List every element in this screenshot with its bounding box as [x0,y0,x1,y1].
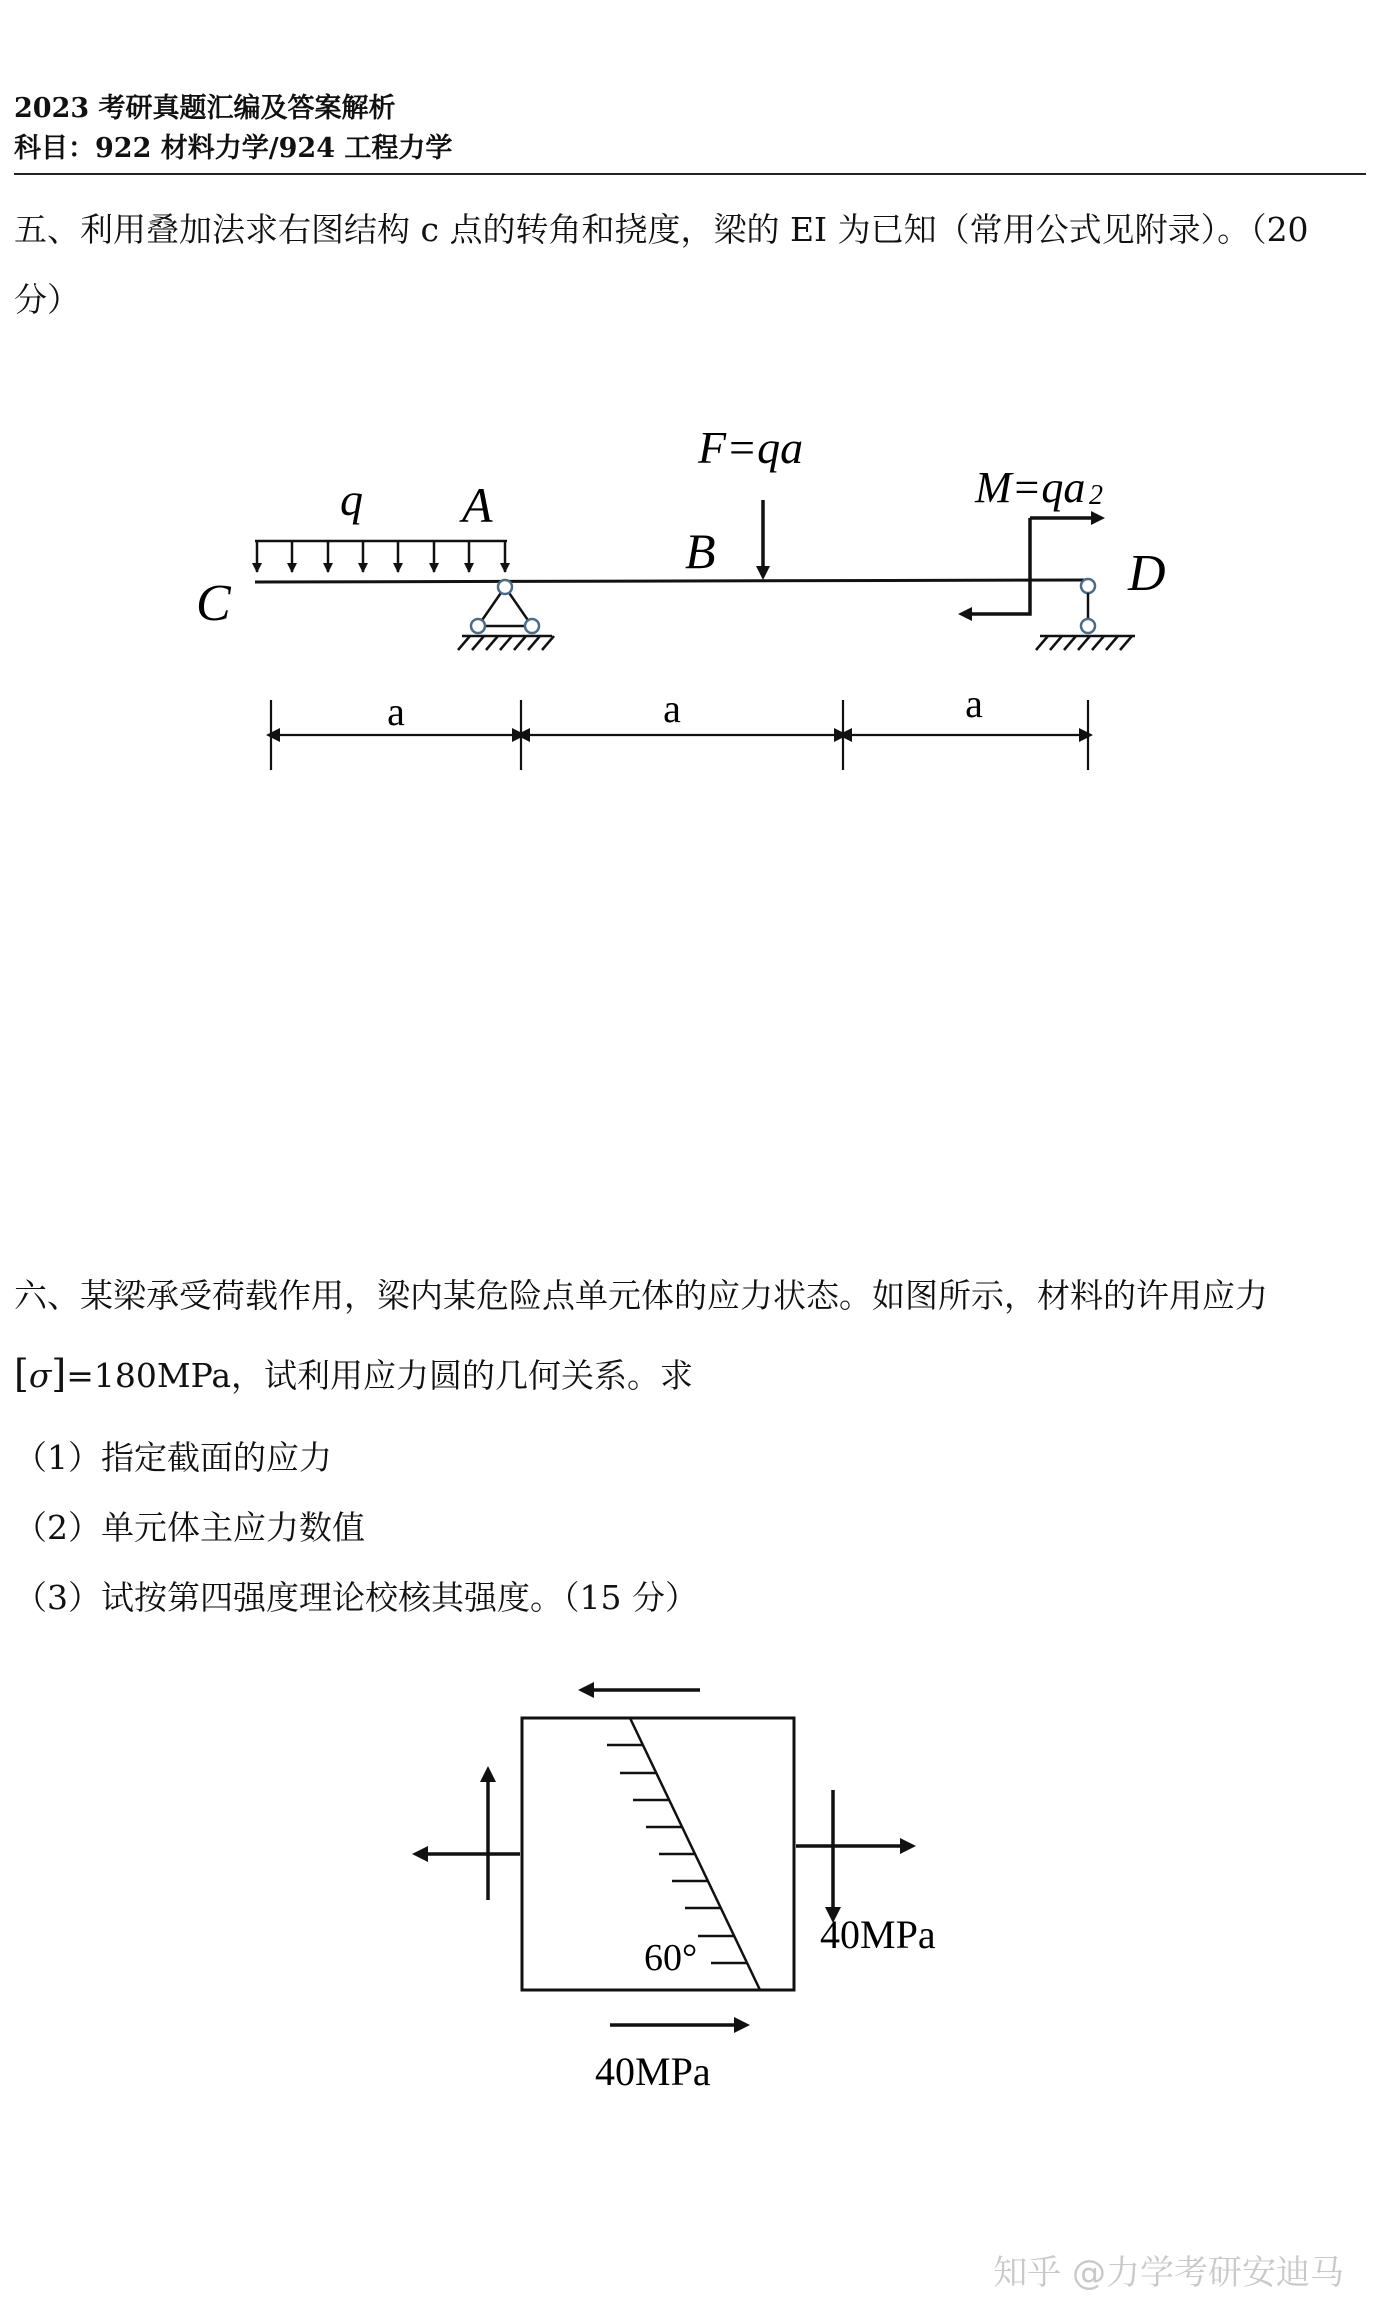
q6-item-1: （1）指定截面的应力 [14,1438,332,1477]
dimension-label-1: a [387,689,405,734]
label-moment: M=qa [975,463,1086,512]
q6-item-2: （2）单元体主应力数值 [14,1508,365,1547]
sigma-symbol: σ [28,1356,52,1395]
q5-text-line-2: 分） [14,280,80,319]
stress-label-bottom: 40MPa [595,2049,711,2094]
label-d: D [1128,545,1166,602]
pin-support-a [458,580,554,650]
label-moment-exponent: 2 [1089,480,1103,511]
label-a: A [462,477,493,533]
stress-element-diagram [0,1660,1380,2120]
stress-label-right: 40MPa [820,1912,936,1957]
label-force: F=qa [698,422,804,473]
beam-diagram [0,0,1380,820]
moment-m-arrow [965,518,1098,614]
q6-text-line-2-rest: =180MPa，试利用应力圆的几何关系。求 [66,1356,694,1395]
angle-label: 60° [644,1937,698,1979]
q6-text-line-1: 六、某梁承受荷载作用，梁内某危险点单元体的应力状态。如图所示，材料的许用应力 [14,1276,1268,1315]
label-c: C [196,575,231,632]
label-b: B [685,523,716,579]
q5-text-line-1: 五、利用叠加法求右图结构 c 点的转角和挠度，梁的 EI 为已知（常用公式见附录）。（20 [14,210,1309,249]
beam-line [255,580,1088,582]
watermark: 知乎 @力学考研安迪马 [993,2253,1344,2293]
dimension-label-3: a [965,681,983,726]
header-line-1: 2023 考研真题汇编及答案解析 [14,93,396,124]
q6-text-line-2: [σ]=180MPa，试利用应力圆的几何关系。求 [14,1352,694,1396]
q6-item-3: （3）试按第四强度理论校核其强度。（15 分） [14,1578,698,1617]
header-line-2: 科目：922 材料力学/924 工程力学 [14,133,453,164]
label-q: q [340,474,363,525]
distributed-load [255,541,507,572]
roller-support-d [1036,579,1135,650]
dimension-label-2: a [663,686,681,731]
